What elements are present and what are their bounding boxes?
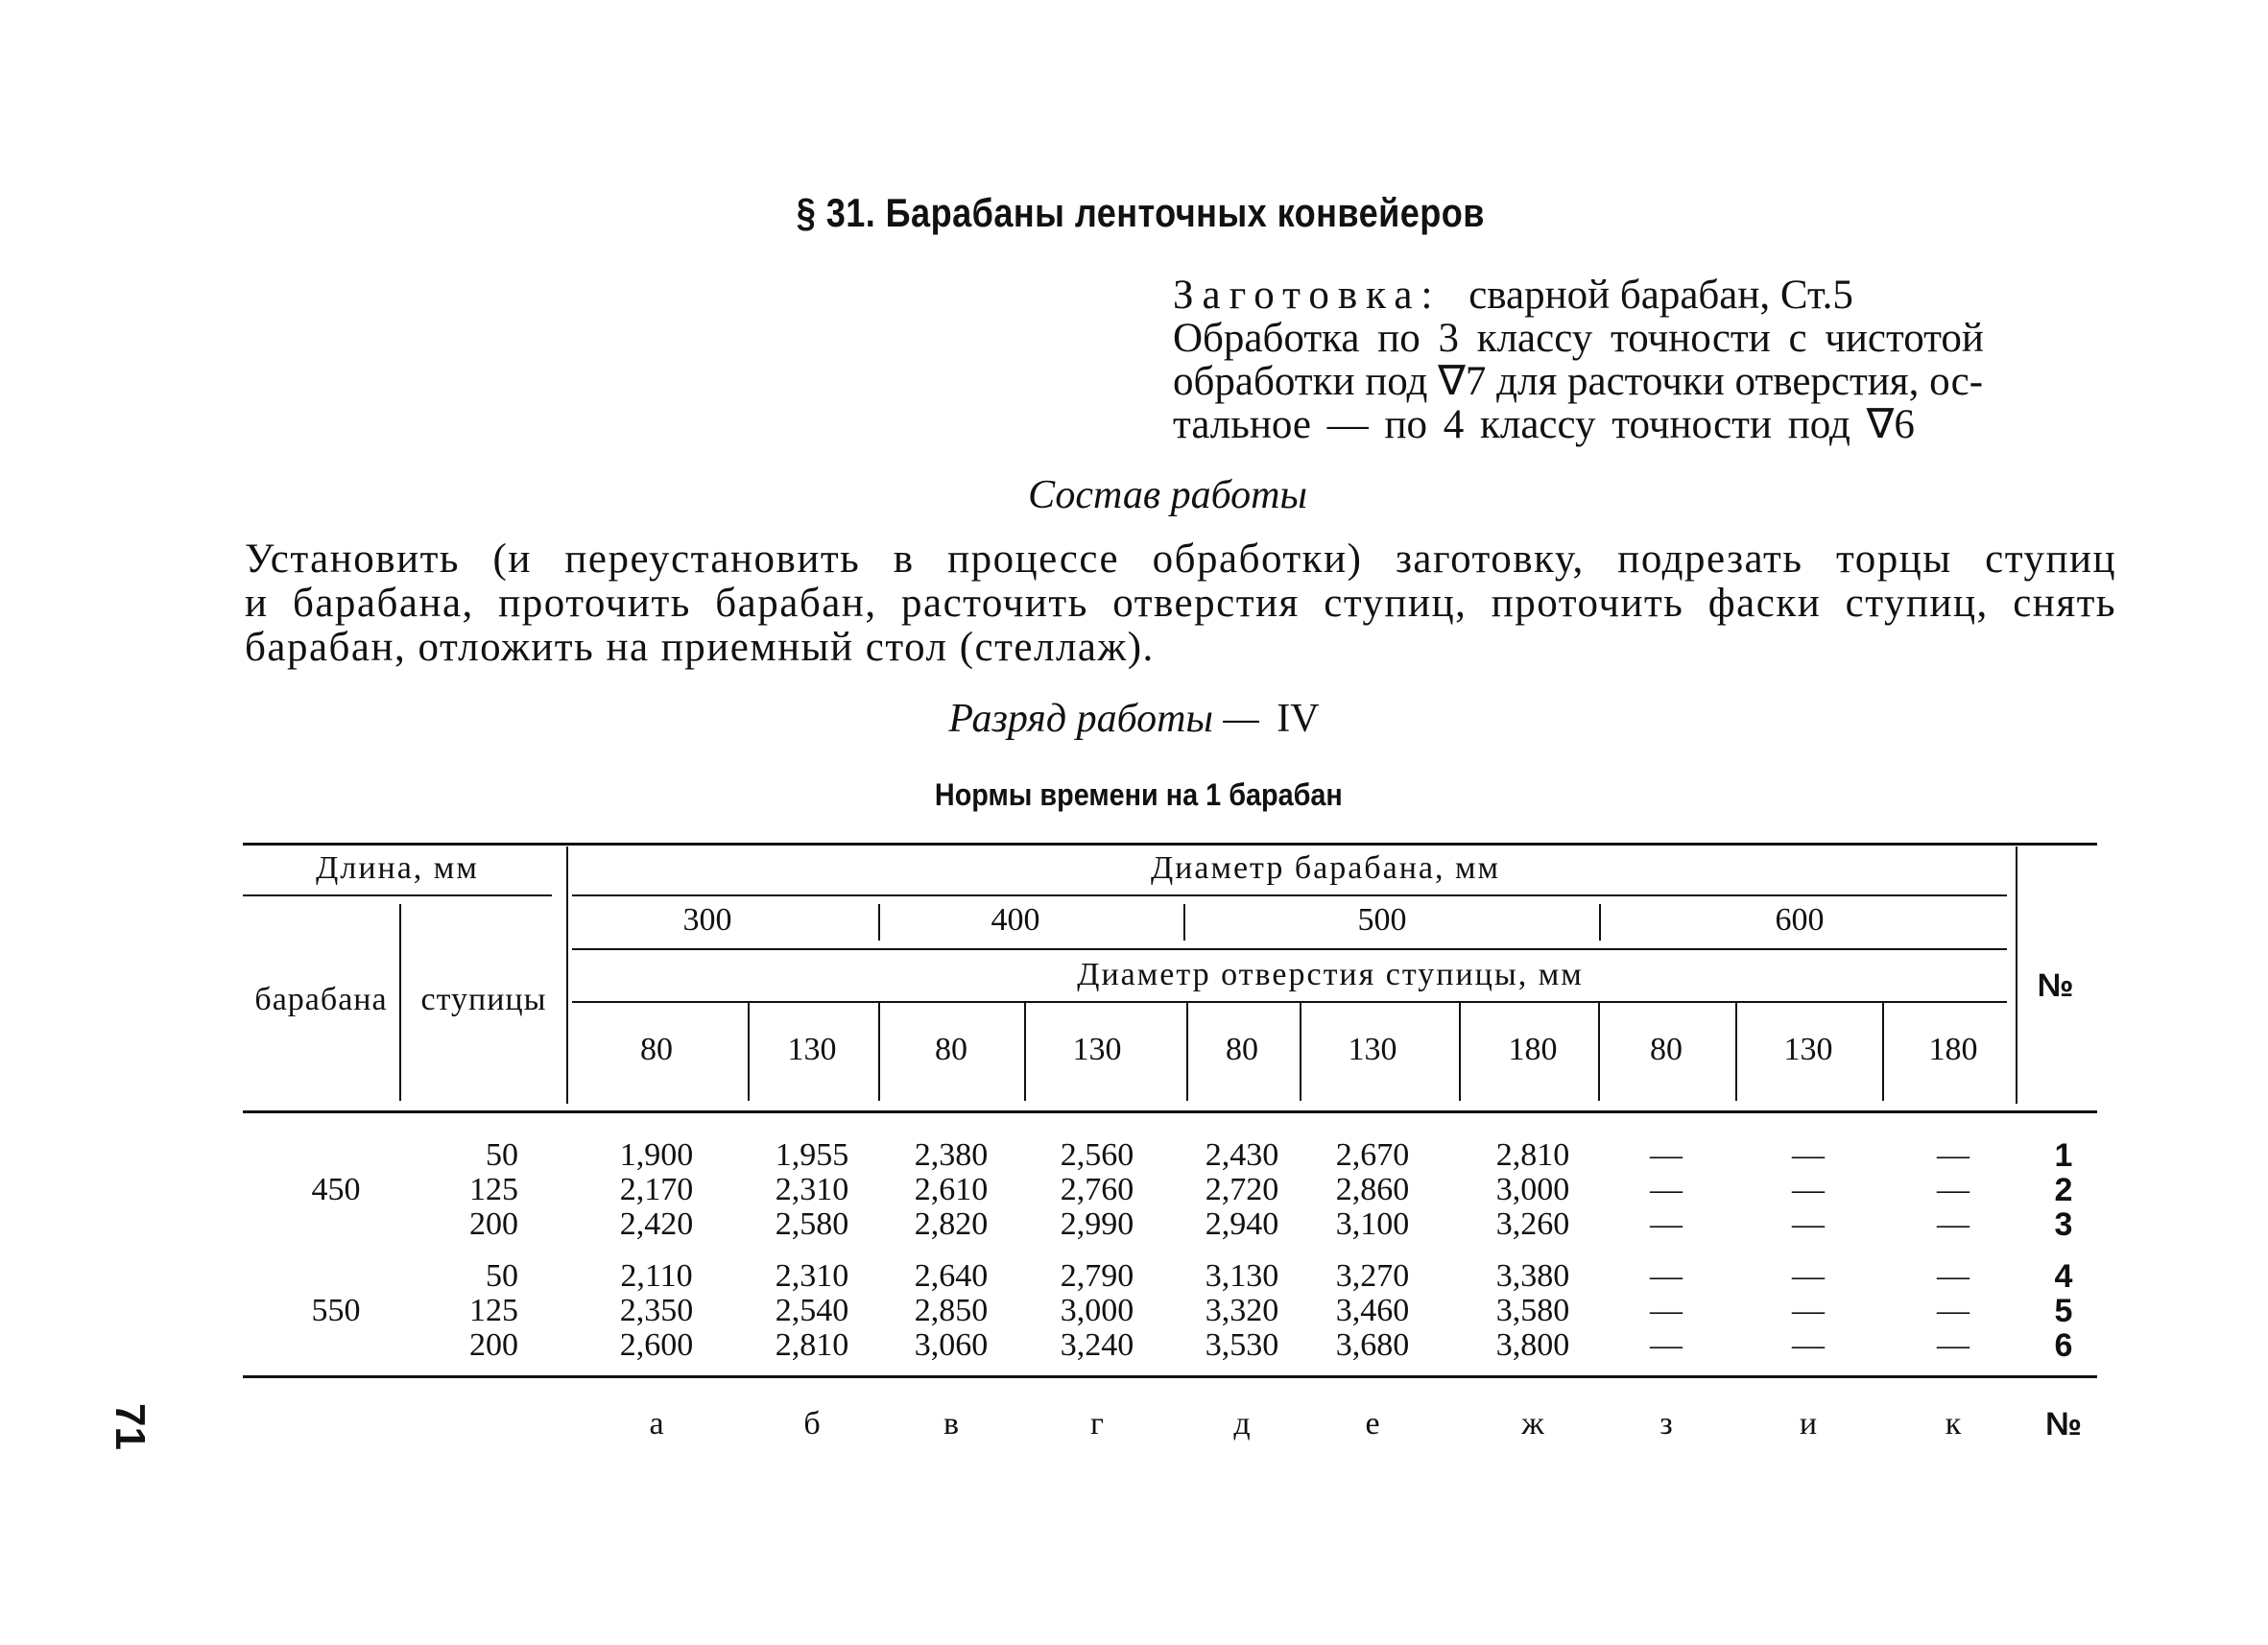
- row-number: 2: [2054, 1172, 2073, 1208]
- table-title: Нормы времени на 1 барабан: [934, 777, 1343, 812]
- norm-value: 2,580: [775, 1206, 849, 1242]
- table-header-rule: [243, 1110, 2097, 1113]
- norm-value: 2,310: [775, 1172, 849, 1207]
- norm-value: 3,800: [1495, 1327, 1570, 1363]
- column-letter: д: [1233, 1406, 1251, 1442]
- norm-value: 3,240: [1060, 1327, 1134, 1363]
- rule: [243, 894, 552, 896]
- footer-number-sign: №: [2045, 1406, 2082, 1442]
- work-heading: Состав работы: [1028, 473, 1307, 517]
- bore-value: 130: [787, 1032, 837, 1067]
- column-letter: б: [803, 1406, 821, 1442]
- rule: [1024, 1003, 1026, 1101]
- grade-label: Разряд работы —: [948, 697, 1259, 741]
- norm-value: 3,460: [1335, 1293, 1410, 1328]
- blank-value: сварной барабан, Ст.5: [1468, 273, 1853, 318]
- norm-value: 2,790: [1060, 1258, 1134, 1294]
- drum-length-value: 450: [311, 1172, 361, 1207]
- drum-diameter-header: Диаметр барабана, мм: [1150, 850, 1501, 886]
- norm-value: 2,940: [1205, 1206, 1279, 1242]
- norm-value: 2,860: [1335, 1172, 1410, 1207]
- work-line: Установить (и переустановить в процессе обработки) заготовку, подрезать торцы ступиц: [245, 536, 2116, 582]
- hub-length-value: 50: [486, 1137, 518, 1173]
- norm-value: 2,110: [620, 1258, 693, 1294]
- norm-value: 2,640: [914, 1258, 989, 1294]
- column-letter: а: [649, 1406, 664, 1442]
- column-letter: з: [1659, 1406, 1673, 1442]
- norm-value: —: [1650, 1172, 1683, 1207]
- norm-value: 3,580: [1495, 1293, 1570, 1328]
- norm-value: 2,350: [619, 1293, 694, 1328]
- drum-length-value: 550: [311, 1293, 361, 1328]
- drum-diameter-value: 600: [1775, 902, 1825, 938]
- bore-value: 80: [1650, 1032, 1683, 1067]
- norm-value: 3,100: [1335, 1206, 1410, 1242]
- column-letter: ж: [1521, 1406, 1544, 1442]
- drum-length-col: барабана: [254, 982, 388, 1017]
- norm-value: 3,270: [1335, 1258, 1410, 1294]
- column-letter: и: [1799, 1406, 1818, 1442]
- norm-value: 2,850: [914, 1293, 989, 1328]
- work-line: и барабана, проточить барабан, расточить отверстия ступиц, проточить фаски ступиц, снять: [245, 581, 2116, 626]
- norm-value: 1,955: [775, 1137, 849, 1173]
- rule: [572, 1001, 2007, 1003]
- norm-value: —: [1792, 1206, 1825, 1242]
- bore-value: 180: [1508, 1032, 1558, 1067]
- norm-value: —: [1937, 1327, 1970, 1363]
- rule: [1183, 904, 1185, 941]
- bore-diameter-header: Диаметр отверстия ступицы, мм: [1077, 957, 1584, 992]
- norm-value: —: [1650, 1327, 1683, 1363]
- norm-value: —: [1937, 1258, 1970, 1294]
- hub-length-value: 125: [469, 1293, 518, 1328]
- rule: [1882, 1003, 1884, 1101]
- rule: [1599, 904, 1601, 941]
- blank-line: Обработка по 3 классу точности с чистотой: [1173, 316, 1984, 361]
- norm-value: 2,430: [1205, 1137, 1279, 1173]
- bore-value: 80: [640, 1032, 673, 1067]
- grade-line: [0, 696, 2268, 742]
- norm-value: —: [1792, 1293, 1825, 1328]
- norm-value: —: [1937, 1137, 1970, 1173]
- bore-value: 130: [1072, 1032, 1122, 1067]
- section-title: § 31. Барабаны ленточных конвейеров: [796, 190, 1485, 235]
- hub-length-col: ступицы: [420, 982, 547, 1017]
- norm-value: 1,900: [619, 1137, 694, 1173]
- norm-value: —: [1937, 1206, 1970, 1242]
- blank-description: [1173, 274, 1984, 446]
- norm-value: 2,540: [775, 1293, 849, 1328]
- row-number: 3: [2054, 1206, 2073, 1243]
- bore-value: 80: [1226, 1032, 1258, 1067]
- bore-value: 80: [935, 1032, 967, 1067]
- norm-value: 2,720: [1205, 1172, 1279, 1207]
- norm-value: 3,680: [1335, 1327, 1410, 1363]
- norm-value: 2,560: [1060, 1137, 1134, 1173]
- norm-value: 2,670: [1335, 1137, 1410, 1173]
- blank-first-line: [1173, 274, 1984, 317]
- norm-value: 2,420: [619, 1206, 694, 1242]
- norm-value: —: [1937, 1293, 1970, 1328]
- norm-value: 3,260: [1495, 1206, 1570, 1242]
- rule: [572, 948, 2007, 950]
- column-letter: е: [1365, 1406, 1380, 1442]
- rule: [572, 894, 2007, 896]
- norm-value: 3,060: [914, 1327, 989, 1363]
- norm-value: —: [1650, 1293, 1683, 1328]
- column-letter: г: [1090, 1406, 1104, 1442]
- column-letter: к: [1945, 1406, 1962, 1442]
- norm-value: 3,130: [1205, 1258, 1279, 1294]
- row-number: 6: [2054, 1327, 2073, 1364]
- norm-value: —: [1650, 1206, 1683, 1242]
- norm-value: —: [1650, 1137, 1683, 1173]
- drum-diameter-value: 300: [682, 902, 732, 938]
- table-top-rule: [243, 843, 2097, 846]
- norm-value: 2,600: [619, 1327, 694, 1363]
- norm-value: —: [1792, 1137, 1825, 1173]
- row-number-header: №: [2037, 967, 2076, 1004]
- table-bottom-rule: [243, 1375, 2097, 1378]
- length-header: Длина, мм: [316, 850, 479, 886]
- norm-value: 2,610: [914, 1172, 989, 1207]
- blank-line: обработки под ∇7 для расточки отверстия, ос-: [1173, 359, 1984, 404]
- row-number: 1: [2054, 1137, 2073, 1174]
- hub-length-value: 50: [486, 1258, 518, 1294]
- hub-length-value: 125: [469, 1172, 518, 1207]
- hub-length-value: 200: [469, 1327, 518, 1363]
- norm-value: 3,000: [1495, 1172, 1570, 1207]
- norm-value: 3,320: [1205, 1293, 1279, 1328]
- norm-value: 2,310: [775, 1258, 849, 1294]
- norm-value: 2,380: [914, 1137, 989, 1173]
- row-number: 4: [2054, 1258, 2073, 1295]
- drum-diameter-value: 500: [1357, 902, 1407, 938]
- rule: [1735, 1003, 1737, 1101]
- drum-diameter-value: 400: [991, 902, 1040, 938]
- norm-value: 2,810: [1495, 1137, 1570, 1173]
- blank-label: Заготовка:: [1173, 273, 1442, 318]
- norm-value: 2,990: [1060, 1206, 1134, 1242]
- rule: [878, 904, 880, 941]
- norm-value: —: [1650, 1258, 1683, 1294]
- norm-value: —: [1792, 1258, 1825, 1294]
- work-line: барабан, отложить на приемный стол (стеллаж).: [245, 625, 1155, 670]
- norm-value: 3,000: [1060, 1293, 1134, 1328]
- norm-value: 2,760: [1060, 1172, 1134, 1207]
- norm-value: 2,170: [619, 1172, 694, 1207]
- norm-value: —: [1792, 1327, 1825, 1363]
- norm-value: 2,820: [914, 1206, 989, 1242]
- norm-value: 3,530: [1205, 1327, 1279, 1363]
- work-description: [245, 537, 2116, 670]
- blank-line: тальное — по 4 классу точности под ∇6: [1173, 402, 1915, 447]
- norm-value: —: [1792, 1172, 1825, 1207]
- bore-value: 130: [1348, 1032, 1397, 1067]
- grade-value: IV: [1277, 697, 1320, 741]
- bore-value: 180: [1928, 1032, 1978, 1067]
- rule: [1459, 1003, 1461, 1101]
- norm-value: 2,810: [775, 1327, 849, 1363]
- row-number: 5: [2054, 1293, 2073, 1329]
- page-number: 71: [107, 1403, 154, 1450]
- norm-value: —: [1937, 1172, 1970, 1207]
- bore-value: 130: [1783, 1032, 1833, 1067]
- hub-length-value: 200: [469, 1206, 518, 1242]
- column-letter: в: [943, 1406, 960, 1442]
- norm-value: 3,380: [1495, 1258, 1570, 1294]
